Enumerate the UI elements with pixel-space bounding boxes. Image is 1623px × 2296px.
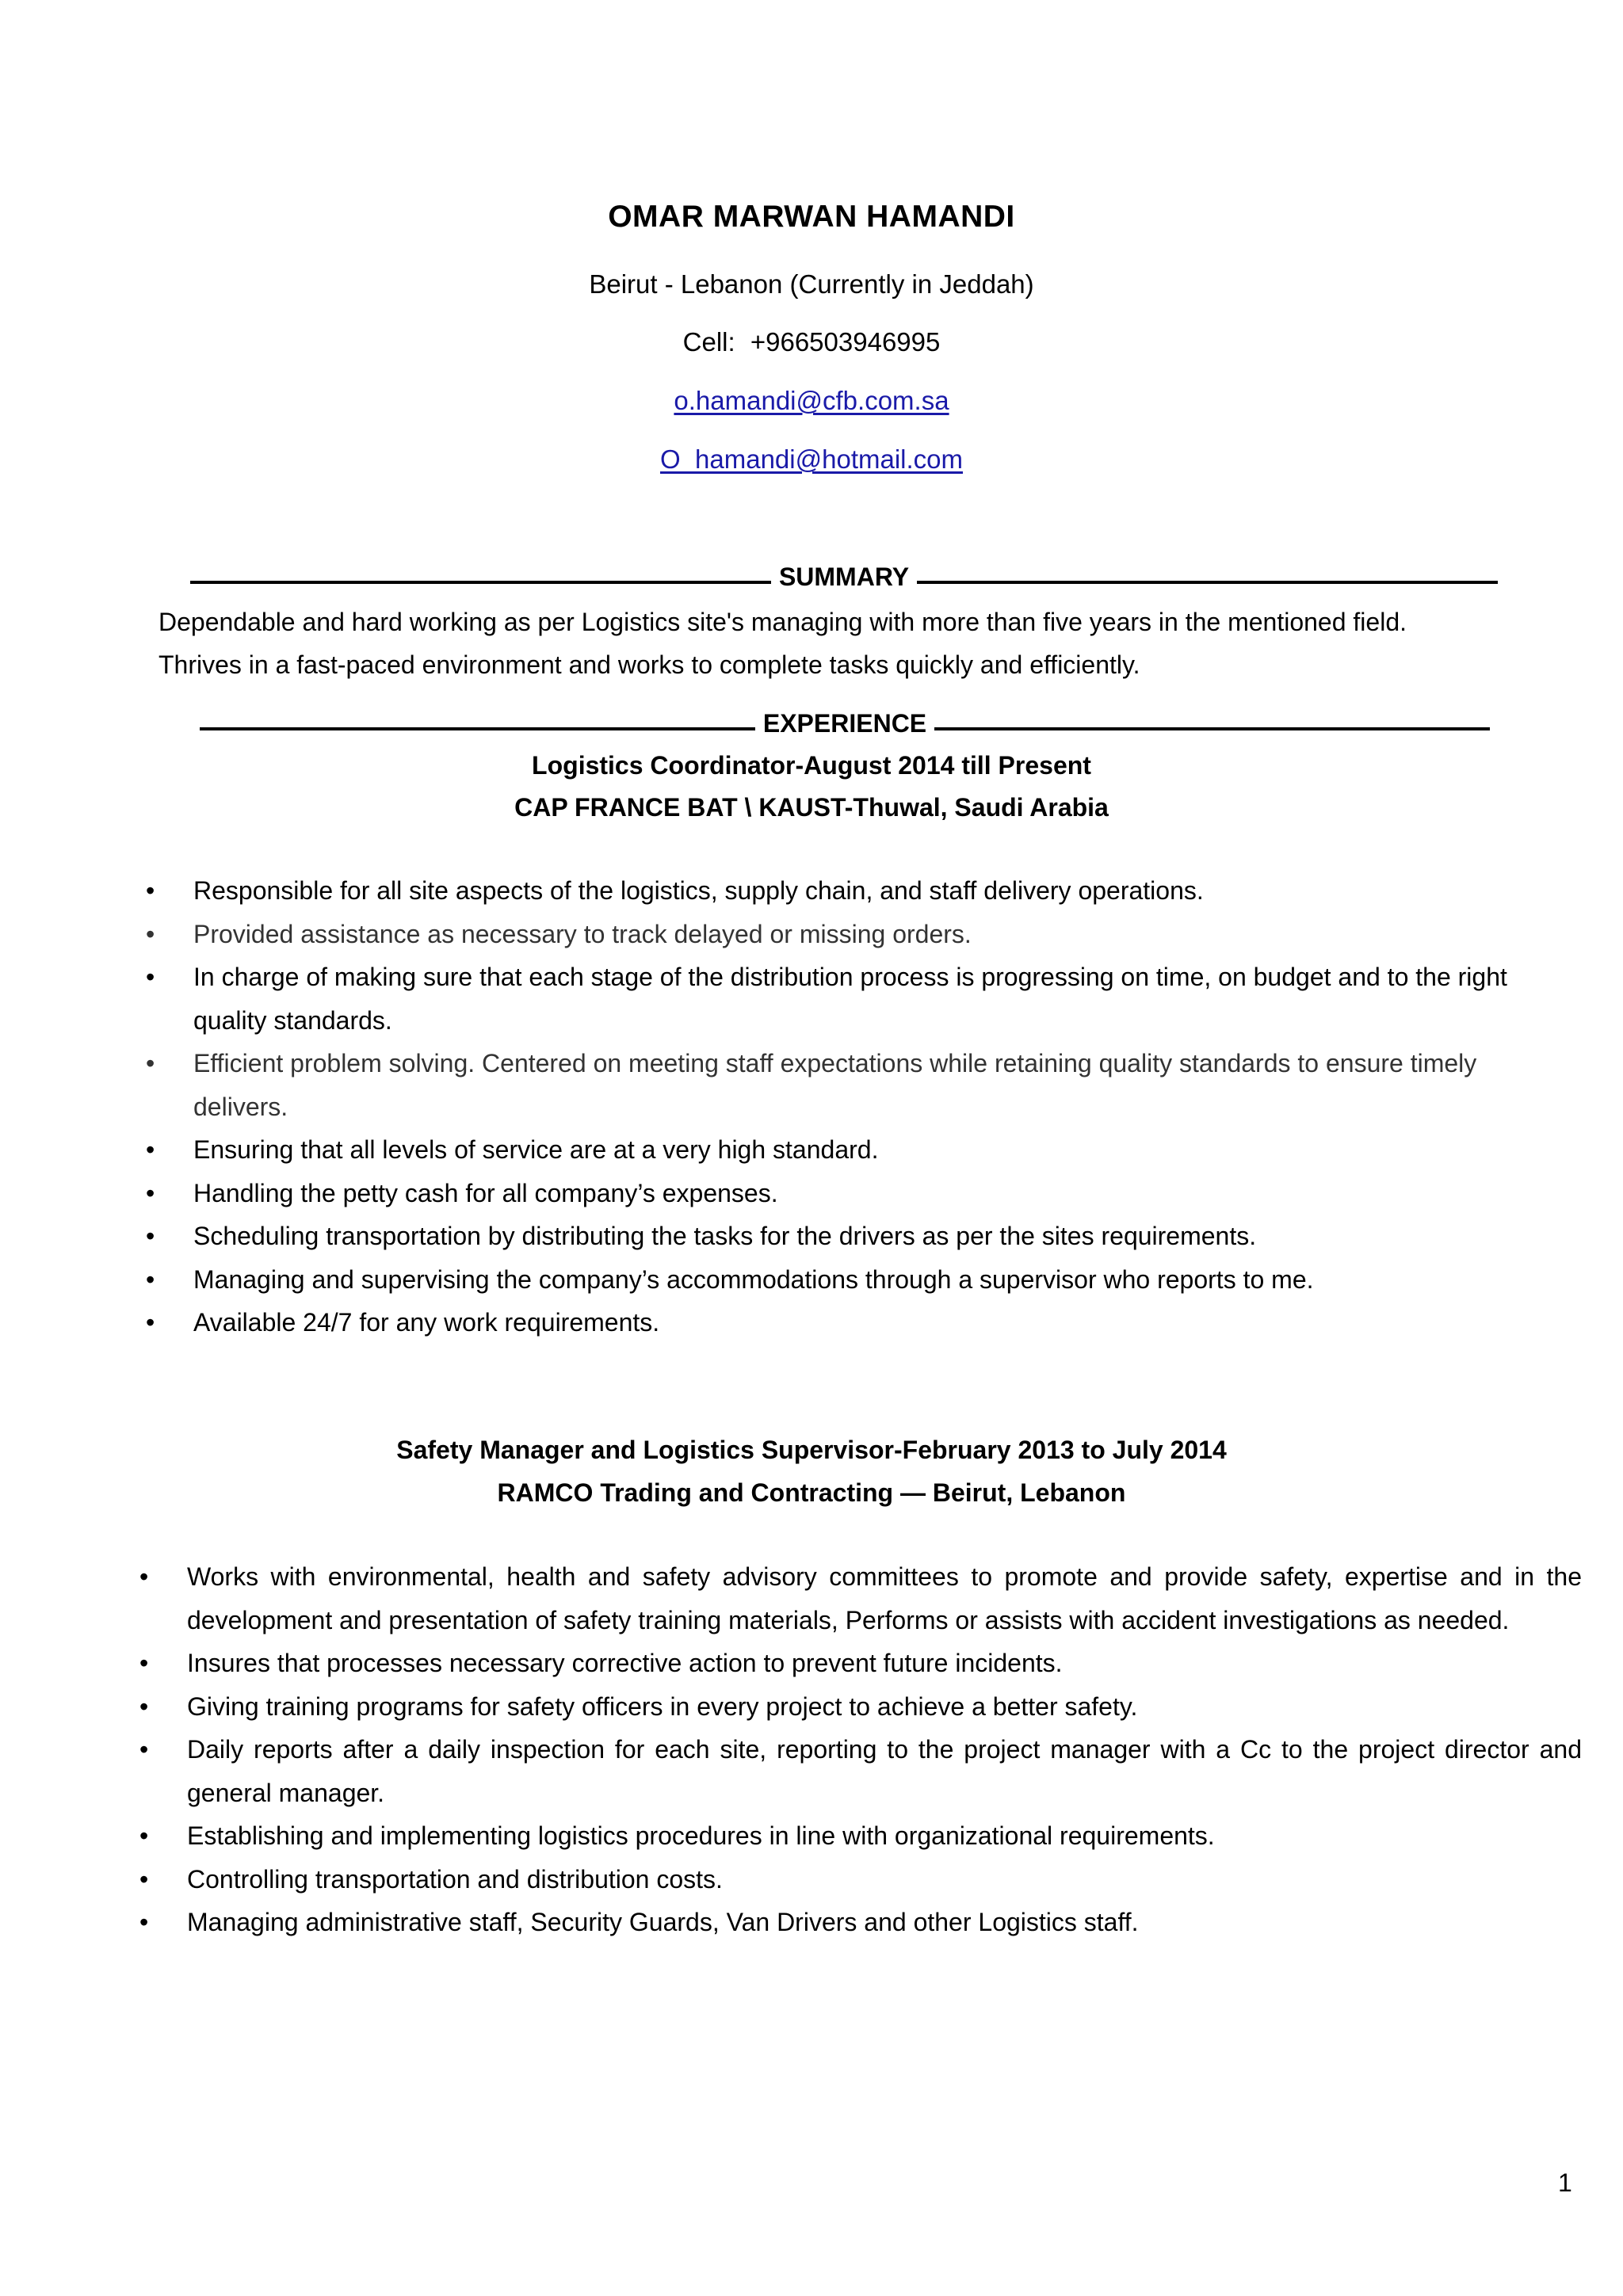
bullet-icon: • [139,1562,149,1591]
divider-left [200,727,755,730]
bullet-icon: • [146,1264,155,1294]
list-item: • Establishing and implementing logistics procedures in line with organizational requirements. [187,1814,1582,1858]
bullet-icon: • [139,1908,149,1936]
email-line-2 [0,444,1623,475]
candidate-name: OMAR MARWAN HAMANDI [608,200,1015,234]
summary-heading [190,563,1498,592]
bullet-icon: • [146,1222,155,1250]
list-item: • Efficient problem solving. Centered on meeting staff expectations while retaining quality standards to ensure timely delivers. [193,1042,1572,1128]
experience-heading [200,709,1490,738]
bullet-icon: • [146,1308,155,1337]
summary-text [158,601,1553,686]
bullet-icon: • [146,919,155,948]
job-2-title: Safety Manager and Logistics Supervisor-February 2013 to July 2014 [396,1436,1227,1464]
bullet-icon: • [146,1178,155,1207]
list-item: • Scheduling transportation by distributing the tasks for the drivers as per the sites requirements. [193,1215,1572,1258]
summary-heading-text: SUMMARY [778,563,910,591]
list-item: • Managing administrative staff, Security Guards, Van Drivers and other Logistics staff. [187,1901,1582,1944]
bullet-icon: • [146,1049,155,1077]
cell-number: +966503946995 [750,327,941,357]
bullet-icon: • [139,1821,149,1850]
list-item: • Provided assistance as necessary to track delayed or missing orders. [193,913,1572,956]
job-1-company: CAP FRANCE BAT \ KAUST-Thuwal, Saudi Arabia [514,793,1109,822]
bullet-icon: • [146,1135,155,1164]
list-item: • Controlling transportation and distribution costs. [187,1858,1582,1901]
location: Beirut - Lebanon (Currently in Jeddah) [589,269,1034,299]
experience-heading-text: EXPERIENCE [762,709,927,738]
list-item: • In charge of making sure that each stage of the distribution process is progressing on time, on budget and to the right quality standards. [193,955,1572,1042]
list-item: • Ensuring that all levels of service are at a very high standard. [193,1128,1572,1172]
bullet-icon: • [139,1649,149,1677]
email-line-1 [0,386,1623,416]
summary-line-2: Thrives in a fast-paced environment and works to complete tasks quickly and efficiently. [158,650,1140,679]
bullet-icon: • [146,963,155,991]
list-item: • Responsible for all site aspects of the logistics, supply chain, and staff delivery operations. [193,869,1572,913]
email-link-1[interactable]: o.hamandi@cfb.com.sa [674,386,949,415]
phone-line [0,327,1623,357]
email-link-2[interactable]: O_hamandi@hotmail.com [660,444,963,474]
list-item: • Giving training programs for safety officers in every project to achieve a better safety. [187,1685,1582,1729]
list-item: • Handling the petty cash for all company’s expenses. [193,1172,1572,1215]
job-2-company: RAMCO Trading and Contracting — Beirut, Lebanon [497,1478,1126,1507]
summary-line-1: Dependable and hard working as per Logistics site's managing with more than five years in the mentioned field. [158,608,1407,636]
job-1-bullet-list [146,869,1572,1344]
divider-right [917,581,1498,584]
divider-right [934,727,1490,730]
bullet-icon: • [139,1864,149,1894]
list-item: • Managing and supervising the company’s accommodations through a supervisor who reports to me. [193,1258,1572,1302]
bullet-icon: • [139,1691,149,1721]
job-2-bullet-list [139,1555,1582,1944]
bullet-icon: • [146,876,155,905]
list-item: • Insures that processes necessary corrective action to prevent future incidents. [187,1642,1582,1685]
list-item: • Daily reports after a daily inspection for each site, reporting to the project manager with a Cc to the project director and general manager. [187,1728,1582,1814]
job-1-title: Logistics Coordinator-August 2014 till Present [532,751,1091,780]
list-item: • Available 24/7 for any work requirements. [193,1301,1572,1344]
divider-left [190,581,771,584]
list-item: • Works with environmental, health and safety advisory committees to promote and provide safety, expertise and in the development and presentation of safety training materials, Performs or assists with accident investigations as needed. [187,1555,1582,1642]
page-number: 1 [1558,2168,1572,2197]
bullet-icon: • [139,1735,149,1764]
cell-label: Cell: [682,327,735,357]
